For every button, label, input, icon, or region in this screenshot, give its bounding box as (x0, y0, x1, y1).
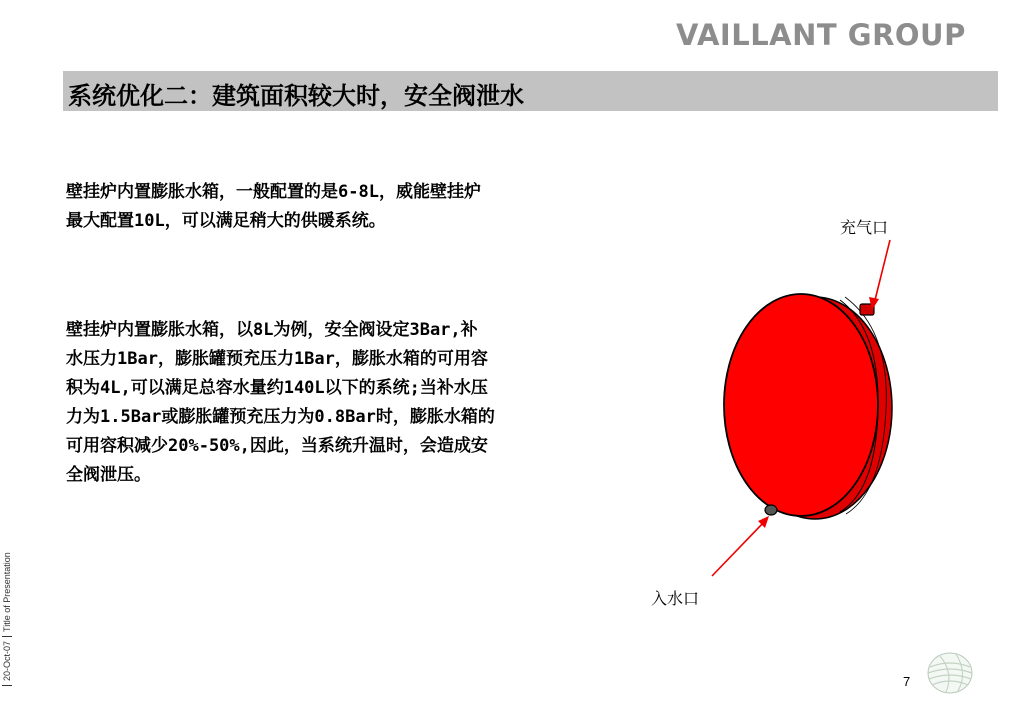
text-line: 水压力1Bar，膨胀罐预充压力1Bar，膨胀水箱的可用容 (66, 349, 488, 369)
charge-port-label: 充气口 (840, 218, 889, 237)
text-line: 全阀泄压。 (66, 465, 151, 485)
separator (2, 685, 12, 686)
water-inlet-fitting (765, 505, 777, 515)
text-line: 积为4L,可以满足总容水量约140L以下的系统;当补水压 (66, 378, 488, 398)
charge-port-arrow (874, 240, 890, 304)
text-line: 力为1.5Bar或膨胀罐预充压力为0.8Bar时，膨胀水箱的 (66, 407, 495, 427)
footer-presentation-title: Title of Presentation (2, 552, 12, 632)
globe-icon (928, 653, 972, 693)
footer-side-text (2, 552, 12, 690)
separator (2, 636, 12, 637)
text-line: 可用容积减少20%-50%,因此，当系统升温时，会造成安 (66, 436, 488, 456)
vaillant-group-logo: VAILLANT GROUP (676, 18, 966, 52)
slide-title: 系统优化二：建筑面积较大时，安全阀泄水 (68, 81, 524, 110)
water-inlet-label: 入水口 (651, 589, 700, 608)
text-line: 壁挂炉内置膨胀水箱，一般配置的是6-8L，威能壁挂炉 (66, 182, 481, 202)
inlet-arrow (712, 522, 764, 576)
page-number: 7 (903, 674, 911, 689)
footer-date: 20-Oct-07 (2, 640, 12, 681)
expansion-tank-body (724, 294, 878, 516)
text-line: 最大配置10L，可以满足稍大的供暖系统。 (66, 211, 386, 231)
text-line: 壁挂炉内置膨胀水箱，以8L为例，安全阀设定3Bar,补 (66, 320, 478, 340)
